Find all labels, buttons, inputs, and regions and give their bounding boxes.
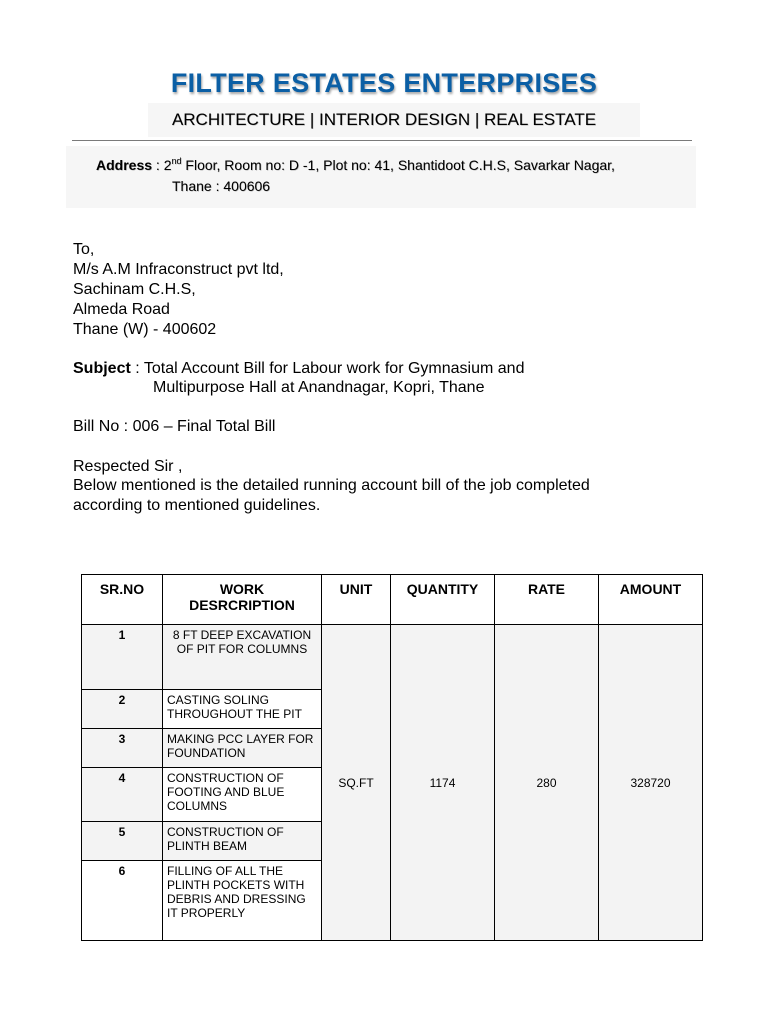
row-sr: 1 bbox=[82, 625, 163, 690]
recipient-to: To, bbox=[73, 241, 95, 258]
bill-table bbox=[81, 574, 703, 941]
header-divider bbox=[72, 140, 692, 141]
row-sr: 6 bbox=[82, 861, 163, 941]
address-background bbox=[66, 146, 696, 208]
subject-line-1 bbox=[73, 359, 524, 379]
row-sr: 2 bbox=[82, 690, 163, 729]
row-sr: 4 bbox=[82, 768, 163, 822]
header-work-description: WORK DESRCRIPTION bbox=[163, 575, 322, 625]
company-name: FILTER ESTATES ENTERPRISES bbox=[170, 68, 598, 98]
subject-label: Subject bbox=[73, 360, 131, 377]
header-rate: RATE bbox=[495, 575, 599, 625]
recipient-line-1: M/s A.M Infraconstruct pvt ltd, bbox=[73, 261, 284, 278]
address-label: Address bbox=[96, 157, 153, 173]
table-header-row bbox=[82, 575, 703, 625]
amount-cell: 328720 bbox=[599, 625, 703, 941]
address-line-2: Thane : 400606 bbox=[172, 178, 271, 194]
recipient-line-2: Sachinam C.H.S, bbox=[73, 281, 196, 298]
address-sup: nd bbox=[171, 156, 182, 166]
bill-number: Bill No : 006 – Final Total Bill bbox=[73, 418, 276, 435]
header-unit: UNIT bbox=[322, 575, 391, 625]
row-description: MAKING PCC LAYER FOR FOUNDATION bbox=[163, 729, 322, 768]
company-tagline: ARCHITECTURE | INTERIOR DESIGN | REAL ESTATE bbox=[171, 110, 597, 129]
table-row bbox=[82, 625, 703, 690]
row-sr: 3 bbox=[82, 729, 163, 768]
greeting: Respected Sir , bbox=[73, 458, 183, 475]
header-amount: AMOUNT bbox=[599, 575, 703, 625]
address-pre: : 2 bbox=[152, 157, 172, 173]
header-quantity: QUANTITY bbox=[391, 575, 495, 625]
row-description: 8 FT DEEP EXCAVATION OF PIT FOR COLUMNS bbox=[163, 625, 322, 690]
rate-cell: 280 bbox=[495, 625, 599, 941]
address-line-1 bbox=[96, 157, 615, 173]
row-description: FILLING OF ALL THE PLINTH POCKETS WITH DEBRIS AND DRESSING IT PROPERLY bbox=[163, 861, 322, 941]
row-description: CONSTRUCTION OF FOOTING AND BLUE COLUMNS bbox=[163, 768, 322, 822]
row-description: CONSTRUCTION OF PLINTH BEAM bbox=[163, 822, 322, 861]
subject-line-2: Multipurpose Hall at Anandnagar, Kopri, Thane bbox=[153, 379, 485, 396]
intro-line-1: Below mentioned is the detailed running account bill of the job completed bbox=[73, 477, 590, 494]
recipient-line-3: Almeda Road bbox=[73, 301, 170, 318]
row-description: CASTING SOLING THROUGHOUT THE PIT bbox=[163, 690, 322, 729]
subject-text: : Total Account Bill for Labour work for Gymnasium and bbox=[130, 360, 525, 377]
intro-line-2: according to mentioned guidelines. bbox=[73, 497, 321, 514]
quantity-cell: 1174 bbox=[391, 625, 495, 941]
unit-cell: SQ.FT bbox=[322, 625, 391, 941]
header-sr-no: SR.NO bbox=[82, 575, 163, 625]
row-sr: 5 bbox=[82, 822, 163, 861]
address-post: Floor, Room no: D -1, Plot no: 41, Shantidoot C.H.S, Savarkar Nagar, bbox=[181, 157, 615, 173]
recipient-line-4: Thane (W) - 400602 bbox=[73, 321, 217, 338]
